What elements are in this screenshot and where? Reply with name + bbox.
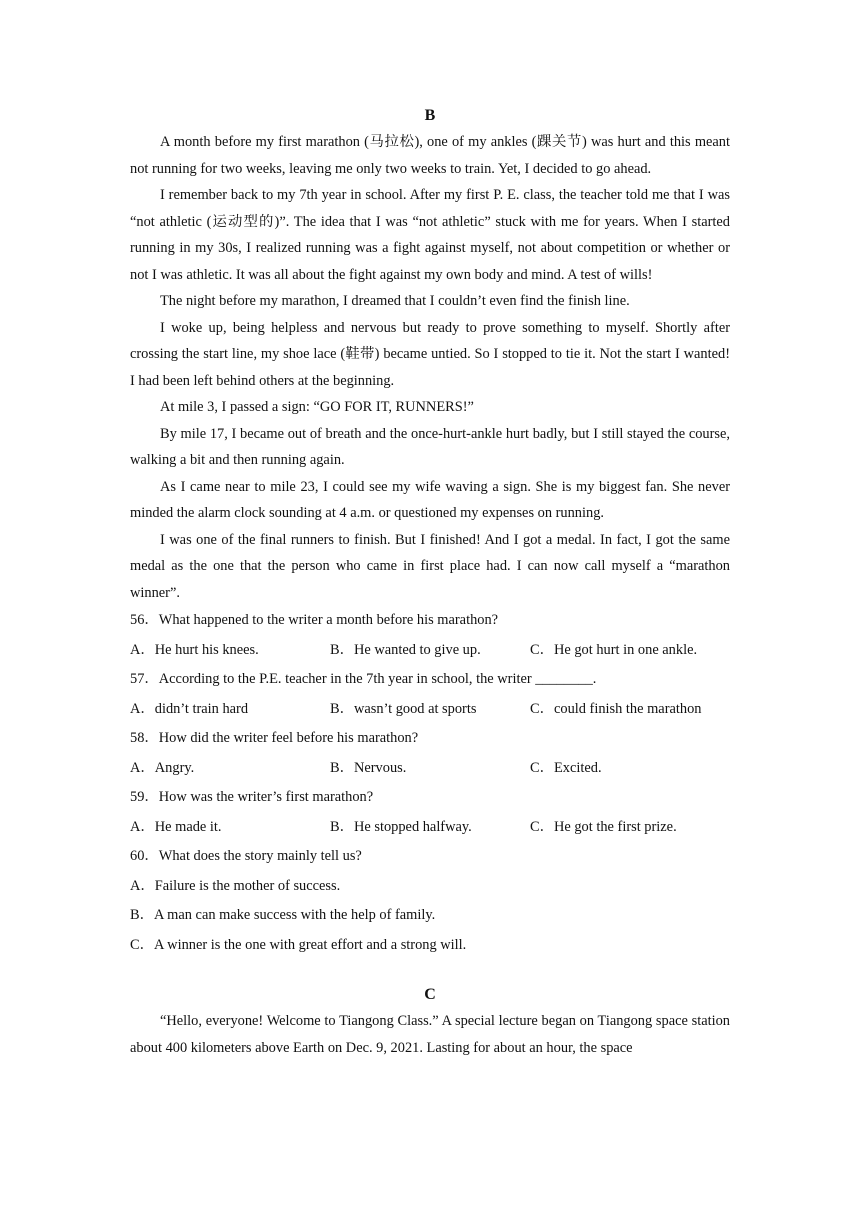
question-prompt: 60．What does the story mainly tell us? — [130, 848, 362, 864]
question-58 — [130, 724, 730, 783]
question-57 — [130, 665, 730, 724]
answer-options — [130, 813, 730, 843]
option-b: B．Nervous. — [330, 759, 407, 776]
passage-paragraph: At mile 3, I passed a sign: “GO FOR IT, RUNNERS!” — [160, 399, 474, 415]
answer-options — [130, 754, 730, 784]
passage-paragraph: A month before my first marathon (马拉松), one of my ankles (踝关节) was hurt and this meant not running for two weeks, leaving me only two weeks to train. Yet, I decided to go ahead. — [130, 134, 730, 177]
passage-paragraph: I was one of the final runners to finish. But I finished! And I got a medal. In fact, I got the same medal as the one that the person who came in first place had. I can now call myself a “marathon winner”. — [130, 531, 730, 601]
answer-options — [130, 636, 730, 666]
question-prompt: 57．According to the P.E. teacher in the 7th year in school, the writer ________. — [130, 671, 597, 687]
passage-paragraph: I woke up, being helpless and nervous but ready to prove something to myself. Shortly after crossing the start line, my shoe lace (鞋带) became untied. So I stopped to tie it. Not the start I wanted! I had been left behind others at the beginning. — [130, 319, 730, 389]
option-b: B．He wanted to give up. — [330, 641, 481, 658]
option-c: C．A winner is the one with great effort and a strong will. — [130, 936, 467, 953]
passage-paragraph: I remember back to my 7th year in school. After my first P. E. class, the teacher told me that I was “not athletic (运动型的)”. The idea that I was “not athletic” stuck with me for years. When I started running in my 30s, I realized running was a fight against myself, not about competition or whether or not I was athletic. It was all about the fight against my own body and mind. A test of wills! — [130, 187, 730, 283]
question-prompt: 59．How was the writer’s first marathon? — [130, 789, 374, 805]
option-a: A．He hurt his knees. — [130, 641, 259, 658]
option-c: C．could finish the marathon — [530, 700, 702, 717]
option-a: A．didn’t train hard — [130, 700, 249, 717]
section-b-passage — [130, 129, 730, 606]
section-spacer — [130, 960, 730, 982]
section-c-title: C — [424, 986, 436, 1003]
passage-paragraph: By mile 17, I became out of breath and the once-hurt-ankle hurt badly, but I still stayed the course, walking a bit and then running again. — [130, 425, 730, 468]
option-a: A．Angry. — [130, 759, 195, 776]
option-b: B．A man can make success with the help of family. — [130, 907, 436, 923]
passage-paragraph: “Hello, everyone! Welcome to Tiangong Class.” A special lecture began on Tiangong space station about 400 kilometers above Earth on Dec. 9, 2021. Lasting for about an hour, the space — [130, 1013, 730, 1056]
section-b-title: B — [424, 107, 436, 124]
question-60 — [130, 842, 730, 960]
option-b: B．He stopped halfway. — [330, 818, 472, 835]
question-59 — [130, 783, 730, 842]
question-56 — [130, 606, 730, 665]
question-list — [130, 606, 730, 960]
option-c: C．He got hurt in one ankle. — [530, 641, 698, 658]
option-b: B．wasn’t good at sports — [330, 700, 477, 717]
question-prompt: 56．What happened to the writer a month before his marathon? — [130, 612, 499, 628]
question-prompt: 58．How did the writer feel before his marathon? — [130, 730, 419, 746]
document-page — [130, 103, 730, 1061]
option-c: C．He got the first prize. — [530, 818, 677, 835]
option-c: C．Excited. — [530, 759, 602, 776]
answer-options — [130, 695, 730, 725]
section-c-passage — [130, 1008, 730, 1061]
passage-paragraph: As I came near to mile 23, I could see my wife waving a sign. She is my biggest fan. She never minded the alarm clock sounding at 4 a.m. or questioned my expenses on running. — [130, 478, 730, 521]
option-a: A．He made it. — [130, 818, 222, 835]
passage-paragraph: The night before my marathon, I dreamed that I couldn’t even find the finish line. — [160, 293, 630, 309]
option-a: A．Failure is the mother of success. — [130, 877, 341, 894]
